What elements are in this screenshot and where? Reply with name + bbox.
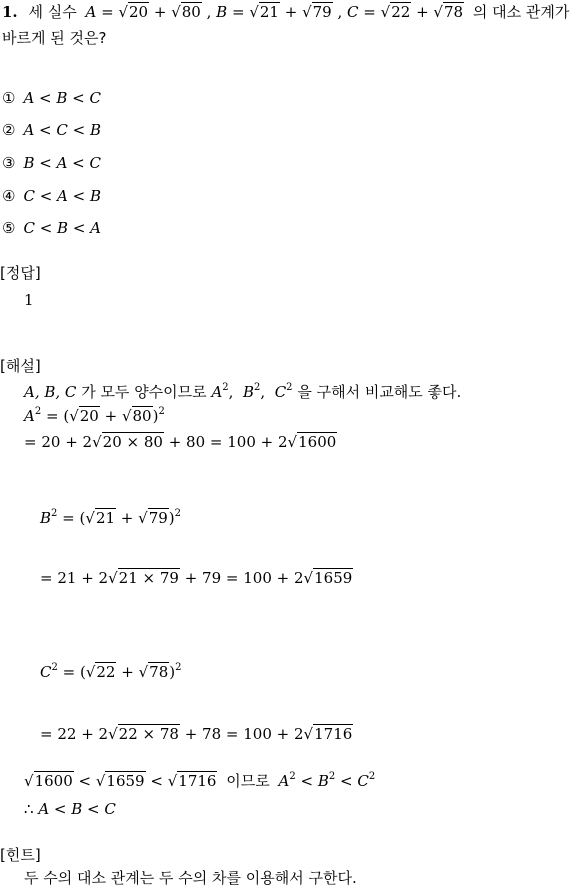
intro-text-1: 가 모두 양수이므로 bbox=[81, 383, 207, 401]
square-C-line: $C^2 = (√22 + √78)^2$ bbox=[40, 662, 182, 681]
expansion-B-line: = 21 + 2√21 × 79 + 79 = 100 + 2√1659 bbox=[40, 569, 353, 587]
question-text-suffix: 의 대소 관계가 bbox=[472, 3, 570, 21]
intro-text-2: 을 구해서 비교해도 좋다. bbox=[297, 383, 462, 401]
expansion-A-line: = 20 + 2√20 × 80 + 80 = 100 + 2√1600 bbox=[24, 433, 337, 451]
option-1[interactable] bbox=[2, 88, 101, 108]
intro-squares: $A^2$, $B^2$, $C^2$ bbox=[211, 382, 293, 401]
definition-A: A = √20 + √80 , bbox=[85, 3, 217, 21]
comparison-squares: $A^2 < B^2 < C^2$ bbox=[278, 771, 376, 790]
option-expression: A < B < C bbox=[23, 89, 101, 107]
option-expression: B < A < C bbox=[23, 154, 101, 172]
square-B-line: $B^2 = (√21 + √79)^2$ bbox=[40, 508, 182, 527]
hint-header: [힌트] bbox=[0, 846, 41, 864]
option-2[interactable] bbox=[2, 120, 101, 140]
option-expression: C < A < B bbox=[23, 187, 101, 205]
option-4[interactable] bbox=[2, 186, 101, 206]
square-A-line: $A^2 = (√20 + √80)^2$ bbox=[24, 406, 165, 425]
explanation-header: [해설] bbox=[0, 357, 41, 375]
comparison-line: √1600 < √1659 < √1716 이므로 $A^2 < B^2 < C^2$ bbox=[24, 771, 376, 790]
question-number: 1. bbox=[2, 3, 18, 21]
explanation-intro bbox=[24, 382, 461, 402]
option-expression: A < C < B bbox=[23, 121, 101, 139]
option-marker: ⑤ bbox=[2, 219, 16, 237]
definition-C: C = √22 + √78 bbox=[347, 3, 464, 21]
definition-B: B = √21 + √79 , bbox=[216, 3, 348, 21]
answer-value: 1 bbox=[24, 291, 34, 309]
option-marker: ③ bbox=[2, 154, 16, 172]
expansion-C-line: = 22 + 2√22 × 78 + 78 = 100 + 2√1716 bbox=[40, 725, 353, 743]
question-line-2: 바르게 된 것은? bbox=[2, 29, 107, 47]
therefore-symbol: ∴ bbox=[24, 800, 34, 818]
hint-text: 두 수의 대소 관계는 두 수의 차를 이용해서 구한다. bbox=[24, 869, 357, 887]
option-marker: ① bbox=[2, 89, 16, 107]
option-marker: ④ bbox=[2, 187, 16, 205]
conclusion-line bbox=[24, 799, 116, 819]
intro-vars: A, B, C bbox=[24, 383, 77, 401]
option-marker: ② bbox=[2, 121, 16, 139]
question-line-1 bbox=[2, 2, 569, 22]
option-3[interactable] bbox=[2, 153, 101, 173]
conclusion-expression: A < B < C bbox=[38, 800, 116, 818]
answer-header: [정답] bbox=[0, 264, 41, 282]
comparison-text: 이므로 bbox=[226, 772, 270, 790]
option-expression: C < B < A bbox=[23, 219, 101, 237]
question-text-prefix: 세 실수 bbox=[28, 3, 77, 21]
option-5[interactable] bbox=[2, 218, 101, 238]
